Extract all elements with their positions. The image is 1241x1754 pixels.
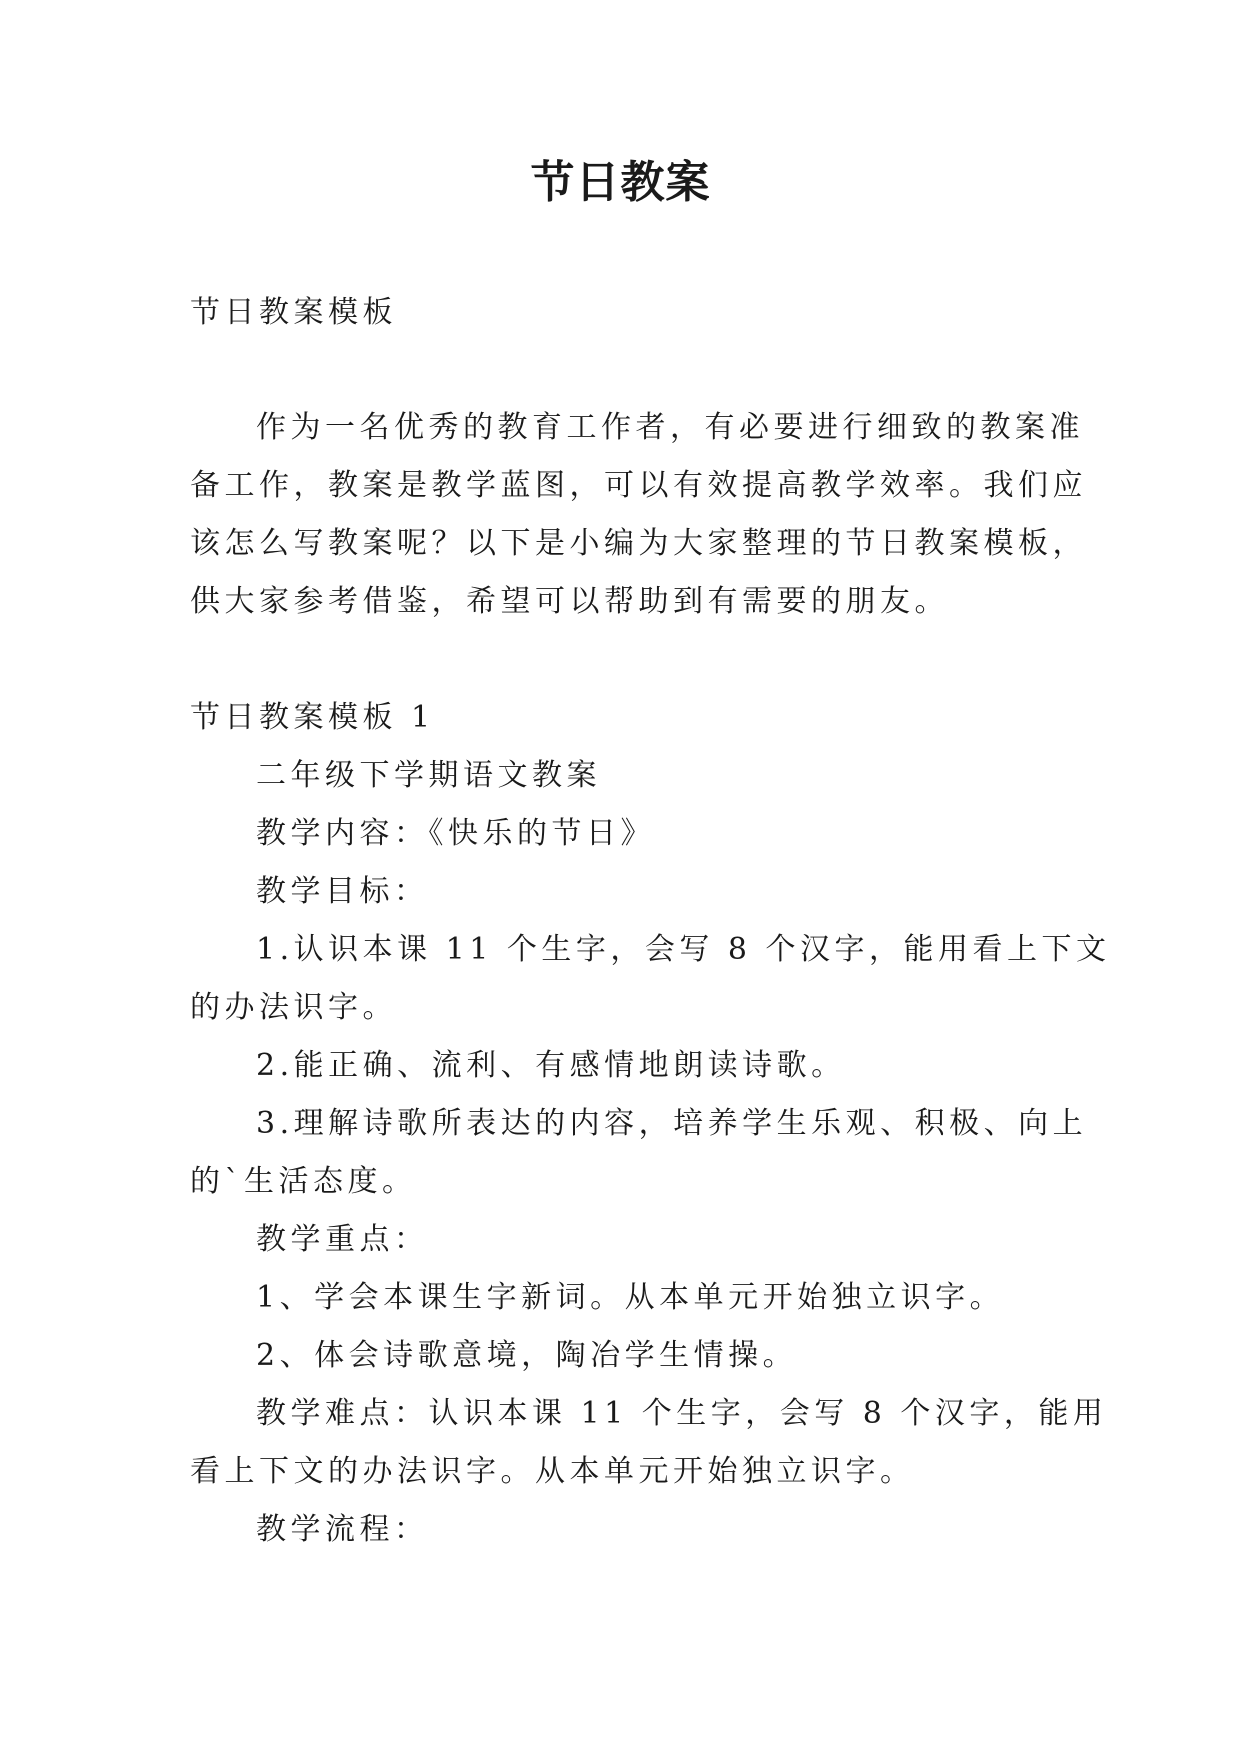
section-heading: 节日教案模板 1: [190, 700, 435, 735]
body-line: 教学流程：: [256, 1512, 429, 1547]
document-subtitle: 节日教案模板: [190, 295, 397, 330]
document-title: 节日教案: [530, 157, 711, 208]
body-line: 3.理解诗歌所表达的内容，培养学生乐观、积极、向上: [256, 1106, 1088, 1141]
intro-line: 作为一名优秀的教育工作者，有必要进行细致的教案准: [256, 410, 1084, 445]
body-line: 1.认识本课 11 个生字，会写 8 个汉字，能用看上下文: [256, 932, 1111, 967]
intro-line: 该怎么写教案呢？以下是小编为大家整理的节日教案模板，: [190, 526, 1087, 561]
body-line: 二年级下学期语文教案: [256, 758, 601, 793]
body-line: 2.能正确、流利、有感情地朗读诗歌。: [256, 1048, 846, 1083]
intro-line: 供大家参考借鉴，希望可以帮助到有需要的朋友。: [190, 584, 949, 619]
body-line: 2、体会诗歌意境，陶冶学生情操。: [256, 1338, 798, 1373]
body-line: 教学重点：: [256, 1222, 429, 1257]
body-line: 的办法识字。: [190, 990, 397, 1025]
body-line: 看上下文的办法识字。从本单元开始独立识字。: [190, 1454, 915, 1489]
body-line: 的`生活态度。: [190, 1164, 417, 1199]
intro-line: 备工作，教案是教学蓝图，可以有效提高教学效率。我们应: [190, 468, 1087, 503]
body-line: 教学难点：认识本课 11 个生字，会写 8 个汉字，能用: [256, 1396, 1108, 1431]
body-line: 1、学会本课生字新词。从本单元开始独立识字。: [256, 1280, 1005, 1315]
body-line: 教学内容：《快乐的节日》: [256, 816, 655, 851]
body-line: 教学目标：: [256, 874, 429, 909]
